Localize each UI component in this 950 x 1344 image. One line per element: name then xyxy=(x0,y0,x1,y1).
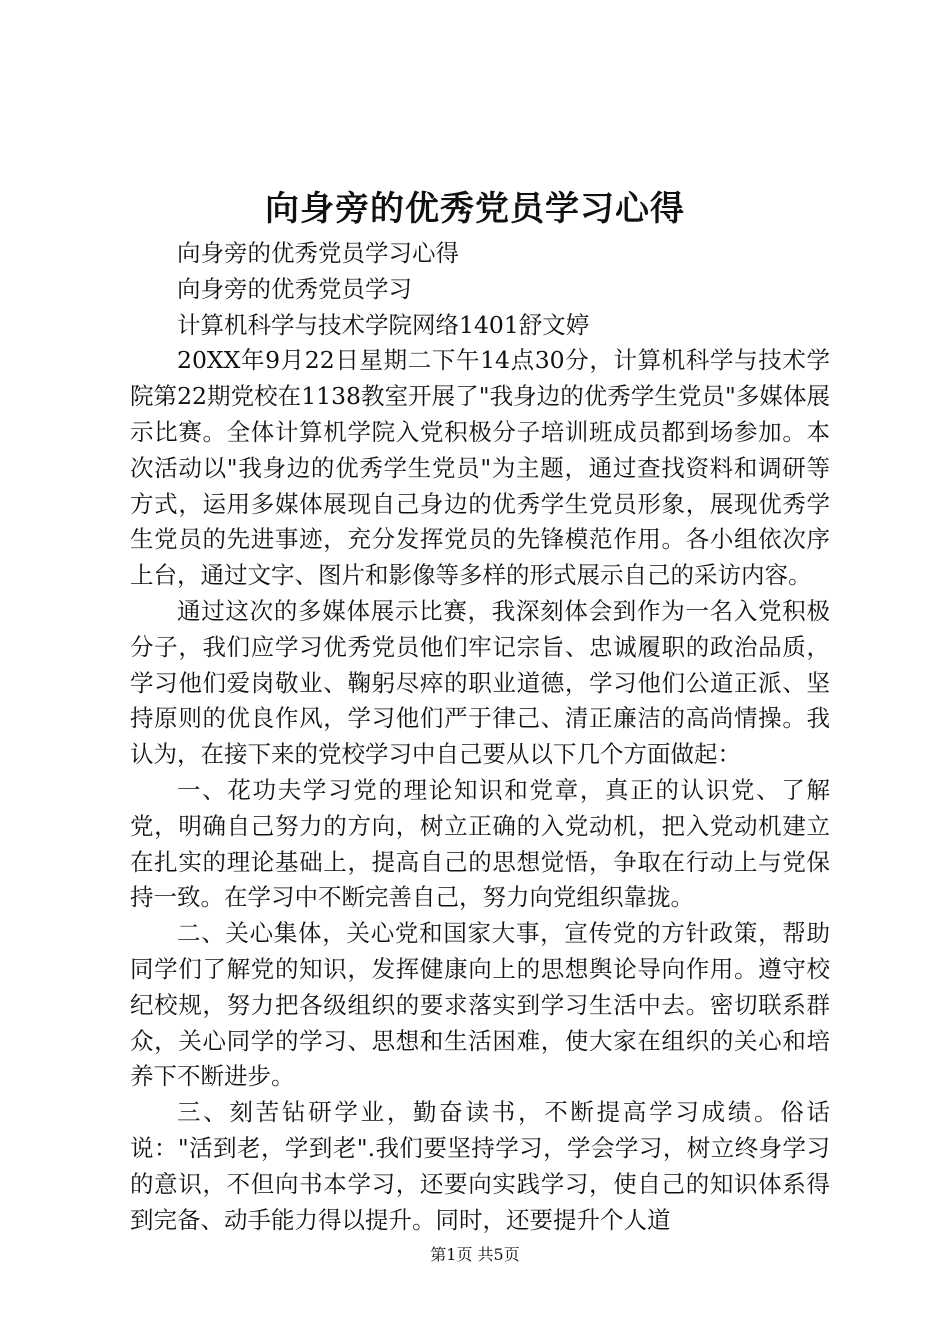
body-paragraph: 一、花功夫学习党的理论知识和党章，真正的认识党、了解党，明确自己努力的方向，树立正确的入党动机，把入党动机建立在扎实的理论基础上，提高自己的思想觉悟，争取在行动上与党保持一致。在学习中不断完善自己，努力向党组织靠拢。 xyxy=(130,775,830,912)
document-body xyxy=(130,236,830,1238)
body-paragraph: 20XX年9月22日星期二下午14点30分，计算机科学与技术学院第22期党校在1138教室开展了"我身边的优秀学生党员"多媒体展示比赛。全体计算机学院入党积极分子培训班成员都到场参加。本次活动以"我身边的优秀学生党员"为主题，通过查找资料和调研等方式，运用多媒体展现自己身边的优秀学生党员形象，展现优秀学生党员的先进事迹，充分发挥党员的先锋模范作用。各小组依次序上台，通过文字、图片和影像等多样的形式展示自己的采访内容。 xyxy=(130,346,830,590)
page-footer: 第1页 共5页 xyxy=(430,1245,520,1264)
document-title: 向身旁的优秀党员学习心得 xyxy=(265,189,685,229)
author-line: 计算机科学与技术学院网络1401舒文婷 xyxy=(177,310,590,339)
subtitle-line: 向身旁的优秀党员学习 xyxy=(177,274,412,303)
body-paragraph: 二、关心集体，关心党和国家大事，宣传党的方针政策，帮助同学们了解党的知识，发挥健康向上的思想舆论导向作用。遵守校纪校规，努力把各级组织的要求落实到学习生活中去。密切联系群众，关心同学的学习、思想和生活困难，使大家在组织的关心和培养下不断进步。 xyxy=(130,919,830,1091)
body-paragraph: 三、刻苦钻研学业，勤奋读书，不断提高学习成绩。俗话说："活到老，学到老".我们要坚持学习，学会学习，树立终身学习的意识，不但向书本学习，还要向实践学习，使自己的知识体系得到完备、动手能力得以提升。同时，还要提升个人道 xyxy=(130,1098,830,1234)
subtitle-line: 向身旁的优秀党员学习心得 xyxy=(177,239,459,267)
body-paragraph: 通过这次的多媒体展示比赛，我深刻体会到作为一名入党积极分子，我们应学习优秀党员他们牢记宗旨、忠诚履职的政治品质，学习他们爱岗敬业、鞠躬尽瘁的职业道德，学习他们公道正派、坚持原则的优良作风，学习他们严于律己、清正廉洁的高尚情操。我认为，在接下来的党校学习中自己要从以下几个方面做起： xyxy=(130,596,830,769)
